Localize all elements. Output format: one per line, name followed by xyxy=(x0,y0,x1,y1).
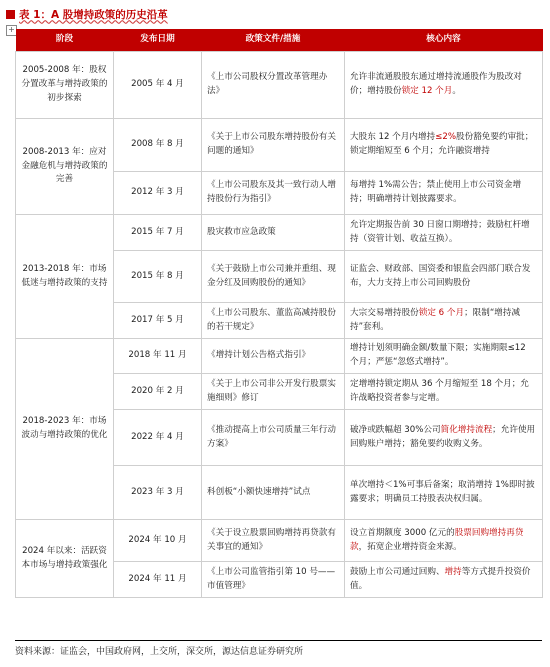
core-text: 。 xyxy=(452,86,461,96)
core-cell xyxy=(345,52,543,119)
period-cell: 2005-2008 年：股权分置改革与增持政策的初步探索 xyxy=(16,52,114,119)
highlighted-text: 增持 xyxy=(444,566,462,577)
period-cell: 2008-2013 年：应对金融危机与增持政策的完善 xyxy=(16,119,114,215)
core-text: 单次增持＜1%可事后备案；取消增持 1%即时披露要求；明确员工持股表决权归属。 xyxy=(350,479,535,504)
core-text: 允许非流通股股东通过增持流通股作为股改对价；增持股份 xyxy=(350,72,522,96)
core-cell xyxy=(345,466,543,520)
core-text: 鼓励上市公司通过回购、 xyxy=(350,566,445,577)
document-cell: 股灾救市应急政策 xyxy=(202,215,345,251)
document-cell: 《关于设立股票回购增持再贷款有关事宜的通知》 xyxy=(202,520,345,562)
core-text: 大宗交易增持股份 xyxy=(350,307,419,318)
document-cell: 《上市公司股权分置改革管理办法》 xyxy=(202,52,345,119)
highlighted-text: 简化增持流程 xyxy=(440,424,493,435)
date-cell: 2024 年 10 月 xyxy=(114,520,202,562)
core-text: 大股东 12 个月内增持 xyxy=(350,132,436,143)
core-text: 定增增持锁定期从 36 个月缩短至 18 个月；允许战略投资者参与定增。 xyxy=(350,378,529,403)
core-cell xyxy=(345,172,543,215)
core-text: ，拓宽企业增持资金来源。 xyxy=(358,541,462,552)
core-text: 破净或跌幅超 30%公司 xyxy=(350,424,441,435)
core-text: 股份豁免要约审批；锁定期缩短至 6 个月；允许融资增持 xyxy=(350,132,534,156)
document-cell: 《增持计划公告格式指引》 xyxy=(202,339,345,374)
table-row xyxy=(16,215,543,251)
table-row xyxy=(16,52,543,119)
table-row xyxy=(16,339,543,374)
core-cell xyxy=(345,410,543,466)
core-cell xyxy=(345,251,543,303)
table-anchor-icon[interactable]: + xyxy=(6,25,17,36)
date-cell: 2023 年 3 月 xyxy=(114,466,202,520)
document-cell: 《上市公司股东、董监高减持股份的若干规定》 xyxy=(202,303,345,339)
header-date: 发布日期 xyxy=(114,29,202,52)
table-title: 表 1：A 股增持政策的历史沿革 xyxy=(19,8,168,21)
date-cell: 2024 年 11 月 xyxy=(114,562,202,598)
document-cell: 《上市公司股东及其一致行动人增持股份行为指引》 xyxy=(202,172,345,215)
document-cell: 《关于上市公司股东增持股份有关问题的通知》 xyxy=(202,119,345,172)
core-text: ；限制“增持减持”套利。 xyxy=(350,307,521,332)
core-text: 增持计划须明确金额/数量下限；实施期限≤12 个月；严惩“忽悠式增持”。 xyxy=(350,343,526,367)
core-text: 每增持 1%需公告；禁止使用上市公司资金增持；明确增持计划披露要求。 xyxy=(350,180,522,204)
document-cell: 《上市公司监管指引第 10 号——市值管理》 xyxy=(202,562,345,598)
header-core: 核心内容 xyxy=(345,29,543,52)
table-row xyxy=(16,119,543,172)
core-cell xyxy=(345,339,543,374)
core-text: 设立首期额度 3000 亿元的 xyxy=(350,527,455,538)
date-cell: 2015 年 7 月 xyxy=(114,215,202,251)
highlighted-text: ≤2% xyxy=(435,132,456,143)
policy-table xyxy=(15,29,543,598)
document-cell: 科创板“小额快速增持”试点 xyxy=(202,466,345,520)
period-cell: 2018-2023 年：市场波动与增持政策的优化 xyxy=(16,339,114,520)
document-cell: 《关于上市公司非公开发行股票实施细则》修订 xyxy=(202,374,345,410)
header-document: 政策文件/措施 xyxy=(202,29,345,52)
header-period: 阶段 xyxy=(16,29,114,52)
date-cell: 2008 年 8 月 xyxy=(114,119,202,172)
core-cell xyxy=(345,562,543,598)
core-cell xyxy=(345,215,543,251)
date-cell: 2020 年 2 月 xyxy=(114,374,202,410)
period-cell: 2013-2018 年：市场低迷与增持政策的支持 xyxy=(16,215,114,339)
period-cell: 2024 年以来：活跃资本市场与增持政策强化 xyxy=(16,520,114,598)
table-title-row xyxy=(6,6,168,22)
title-square-icon xyxy=(6,10,15,19)
document-cell: 《关于鼓励上市公司兼并重组、现金分红及回购股份的通知》 xyxy=(202,251,345,303)
highlighted-text: 锁定 12 个月 xyxy=(401,86,453,96)
table-row xyxy=(16,520,543,562)
table-header-row xyxy=(16,29,543,52)
core-text: ；允许使用回购账户增持；豁免要约收购义务。 xyxy=(350,424,536,449)
core-text: 等方式提升投资价值。 xyxy=(350,566,531,591)
core-text: 允许定期报告前 30 日窗口期增持；鼓励杠杆增持（资管计划、收益互换）。 xyxy=(350,219,530,244)
core-text: 证监会、财政部、国资委和银监会四部门联合发布，大力支持上市公司回购股份 xyxy=(350,263,531,288)
highlighted-text: 锁定 6 个月 xyxy=(418,307,465,318)
date-cell: 2015 年 8 月 xyxy=(114,251,202,303)
core-cell xyxy=(345,374,543,410)
source-note: 资料来源：证监会，中国政府网，上交所，深交所，源达信息证券研究所 xyxy=(15,640,542,657)
date-cell: 2017 年 5 月 xyxy=(114,303,202,339)
core-cell xyxy=(345,520,543,562)
core-cell xyxy=(345,119,543,172)
date-cell: 2005 年 4 月 xyxy=(114,52,202,119)
document-cell: 《推动提高上市公司质量三年行动方案》 xyxy=(202,410,345,466)
date-cell: 2022 年 4 月 xyxy=(114,410,202,466)
date-cell: 2012 年 3 月 xyxy=(114,172,202,215)
core-cell xyxy=(345,303,543,339)
highlighted-text: 股票回购增持再贷款 xyxy=(350,527,524,552)
date-cell: 2018 年 11 月 xyxy=(114,339,202,374)
